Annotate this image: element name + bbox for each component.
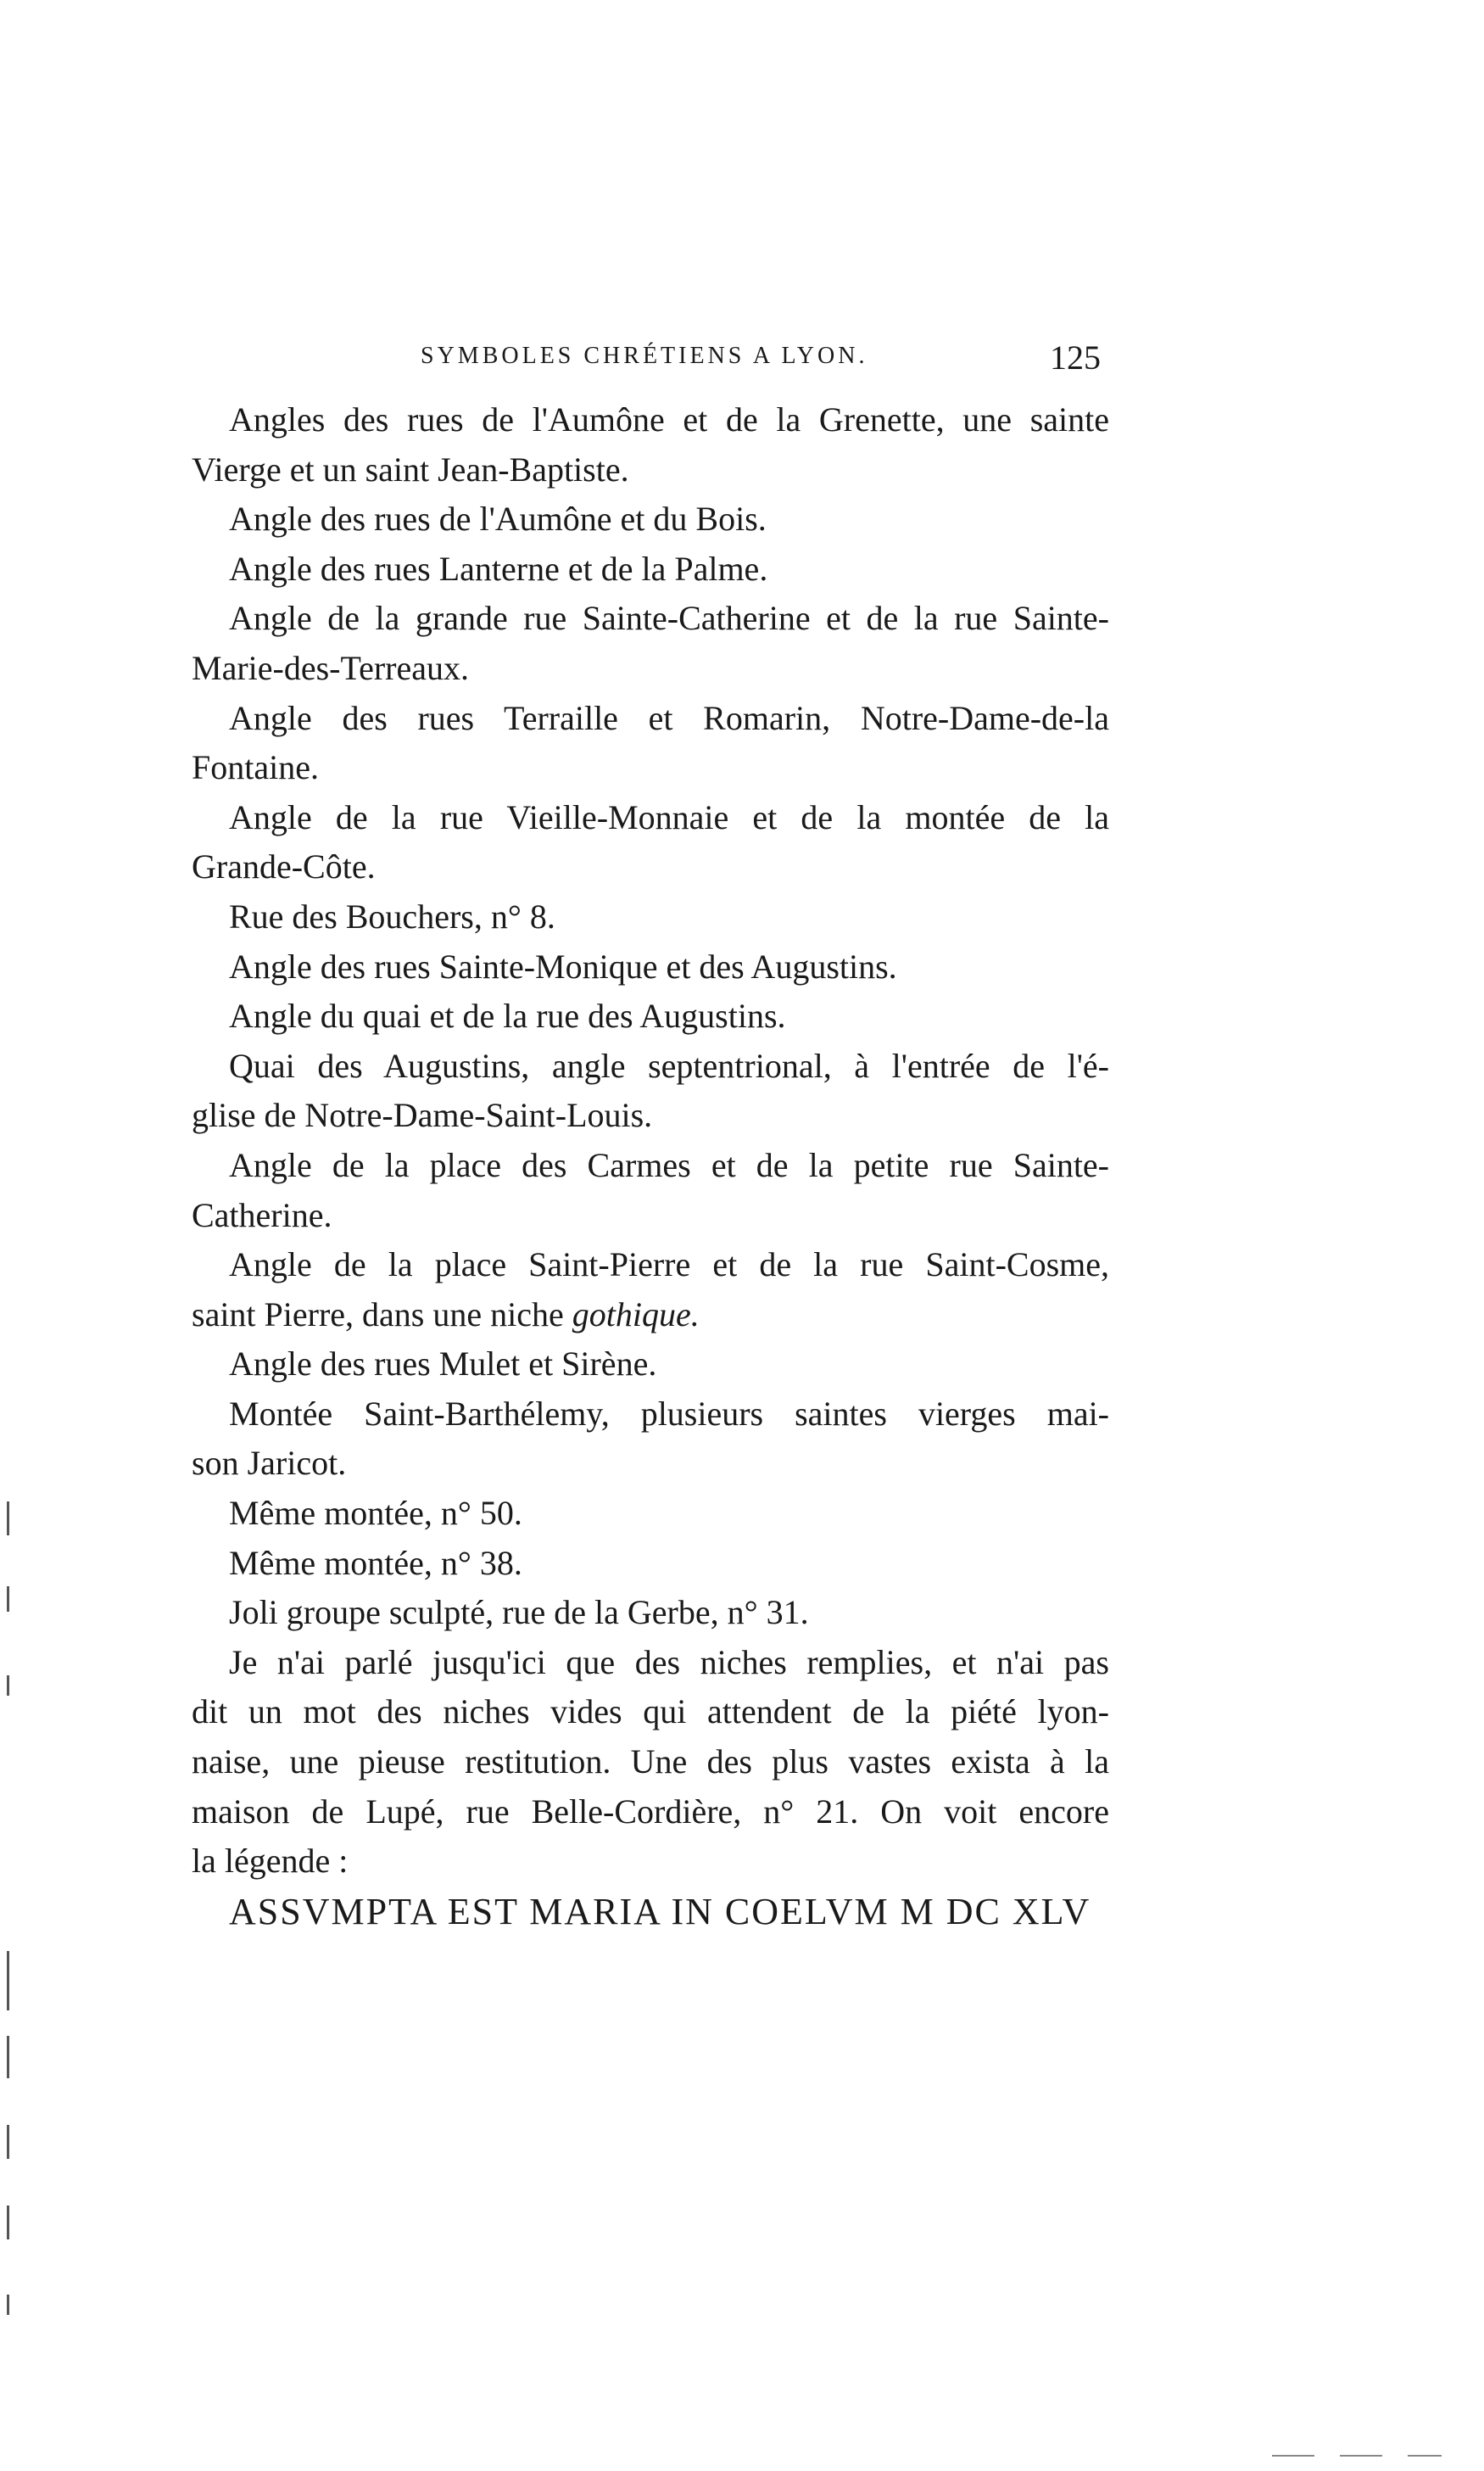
scan-margin-mark bbox=[7, 1586, 9, 1612]
text-fragment: saint Pierre, dans une niche bbox=[192, 1294, 572, 1333]
text-line: Même montée, n° 38. bbox=[229, 1543, 522, 1582]
text-line: Joli groupe sculpté, rue de la Gerbe, n° 31. bbox=[229, 1593, 809, 1632]
scan-edge-mark bbox=[1340, 2455, 1382, 2457]
text-line: Angle de la place Saint-Pierre et de la rue Saint-Cosme, bbox=[229, 1245, 1109, 1284]
text-line: Vierge et un saint Jean-Baptiste. bbox=[192, 450, 629, 489]
entry-bouchers bbox=[192, 892, 1109, 942]
text-line: glise de Notre-Dame-Saint-Louis. bbox=[192, 1096, 653, 1135]
entry-aumone-grenette bbox=[192, 395, 1109, 495]
text-line: dit un mot des niches vides qui attendent de la piété lyon- bbox=[192, 1692, 1109, 1731]
italic-word: gothique. bbox=[572, 1294, 700, 1333]
text-line: Angle des rues Terraille et Romarin, Notre-Dame-de-la bbox=[229, 698, 1109, 737]
text-line: Rue des Bouchers, n° 8. bbox=[229, 897, 555, 936]
text-line: Angle de la place des Carmes et de la petite rue Sainte- bbox=[229, 1145, 1109, 1184]
entry-saint-pierre bbox=[192, 1240, 1109, 1339]
text-line: Angle des rues Sainte-Monique et des Augustins. bbox=[229, 947, 897, 986]
scan-edge-mark bbox=[1408, 2455, 1442, 2457]
entry-quai-augustins bbox=[192, 992, 1109, 1042]
entry-gerbe bbox=[192, 1588, 1109, 1638]
entry-mulet-sirene bbox=[192, 1339, 1109, 1389]
text-line: Grande-Côte. bbox=[192, 847, 376, 886]
entry-terraille-romarin bbox=[192, 694, 1109, 793]
body-text bbox=[192, 395, 1109, 1887]
scan-margin-mark bbox=[7, 1951, 9, 2010]
text-line: Angle de la rue Vieille-Monnaie et de la montée de la bbox=[229, 797, 1109, 836]
running-head bbox=[421, 338, 1101, 385]
entry-lanterne-palme bbox=[192, 545, 1109, 595]
text-line: Même montée, n° 50. bbox=[229, 1494, 522, 1533]
text-line: Marie-des-Terreaux. bbox=[192, 648, 470, 687]
text-line: Angle des rues de l'Aumône et du Bois. bbox=[229, 500, 767, 539]
text-line: Quai des Augustins, angle septentrional, à l'entrée de l'é- bbox=[229, 1046, 1109, 1085]
entry-sainte-catherine bbox=[192, 594, 1109, 693]
text-line: son Jaricot. bbox=[192, 1444, 347, 1483]
text-line: Angle des rues Mulet et Sirène. bbox=[229, 1345, 657, 1384]
text-line: naise, une pieuse restitution. Une des plus vastes exista à la bbox=[192, 1742, 1109, 1781]
text-line: Catherine. bbox=[192, 1195, 332, 1234]
entry-vieille-monnaie bbox=[192, 793, 1109, 892]
entry-aumone-bois bbox=[192, 495, 1109, 545]
scan-margin-mark bbox=[7, 2295, 9, 2315]
text-line: Fontaine. bbox=[192, 748, 319, 787]
paragraph-niches-vides bbox=[192, 1638, 1109, 1887]
entry-meme-montee-50 bbox=[192, 1489, 1109, 1539]
scan-margin-mark bbox=[7, 2036, 9, 2078]
entry-sainte-monique bbox=[192, 942, 1109, 992]
text-line: Angle du quai et de la rue des Augustins. bbox=[229, 997, 786, 1036]
text-line: Angle de la grande rue Sainte-Catherine et de la rue Sainte- bbox=[229, 599, 1109, 638]
entry-meme-montee-38 bbox=[192, 1539, 1109, 1589]
text-line bbox=[192, 1290, 1109, 1340]
text-line: Angle des rues Lanterne et de la Palme. bbox=[229, 549, 768, 588]
page-number: 125 bbox=[1050, 338, 1101, 377]
scan-margin-mark bbox=[7, 1501, 9, 1535]
scan-edge-mark bbox=[1272, 2455, 1314, 2457]
entry-quai-septentrional bbox=[192, 1042, 1109, 1141]
scan-margin-mark bbox=[7, 2125, 9, 2159]
text-line: Je n'ai parlé jusqu'ici que des niches remplies, et n'ai pas bbox=[229, 1642, 1109, 1681]
text-line: Angles des rues de l'Aumône et de la Grenette, une sainte bbox=[229, 400, 1109, 439]
inscription: ASSVMPTA EST MARIA IN COELVM M DC XLV bbox=[229, 1891, 1091, 1932]
running-title: SYMBOLES CHRÉTIENS A LYON. bbox=[421, 343, 868, 369]
scan-margin-mark bbox=[7, 1675, 9, 1696]
scan-margin-mark bbox=[7, 2205, 9, 2239]
entry-saint-barthelemy bbox=[192, 1389, 1109, 1489]
text-line: la légende : bbox=[192, 1842, 349, 1881]
text-line: Montée Saint-Barthélemy, plusieurs saintes vierges mai- bbox=[229, 1394, 1109, 1433]
text-line: maison de Lupé, rue Belle-Cordière, n° 21. On voit encore bbox=[192, 1792, 1109, 1831]
entry-carmes bbox=[192, 1141, 1109, 1240]
